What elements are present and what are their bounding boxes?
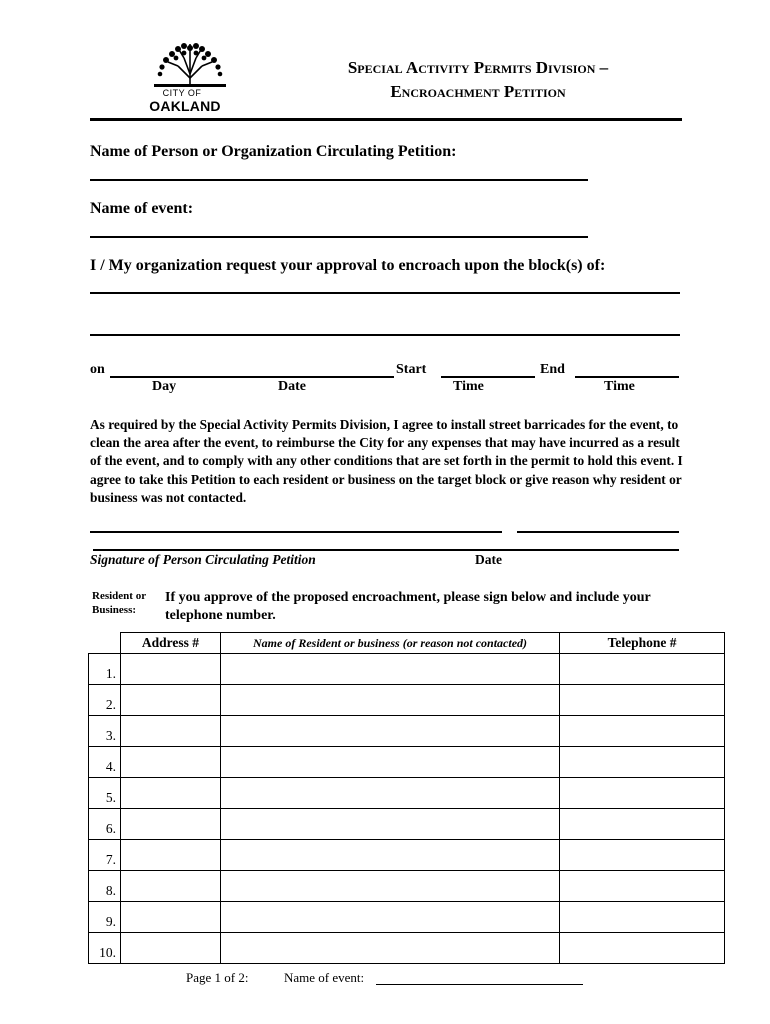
table-row <box>89 871 725 902</box>
table-row <box>89 902 725 933</box>
date-caption: Date <box>278 379 306 394</box>
telephone-cell[interactable] <box>560 654 725 685</box>
telephone-cell[interactable] <box>560 685 725 716</box>
event-name-input-line[interactable] <box>90 236 588 238</box>
resident-name-header: Name of Resident or business (or reason not contacted) <box>220 633 559 654</box>
footer-event-label: Name of event: <box>284 970 365 985</box>
row-number: 3. <box>89 716 121 747</box>
telephone-cell[interactable] <box>560 778 725 809</box>
agreement-paragraph: As required by the Special Activity Permits Division, I agree to install street barricades for the event, to clean the area after the event, to reimburse the City for any expenses that may have incurred as a result of the event, and to comply with any other conditions that are set forth in the permit to hold this event. I agree to take this Petition to each resident or business on the target block or give reason why resident or business was not contacted. <box>90 417 683 505</box>
address-cell[interactable] <box>120 685 220 716</box>
start-label: Start <box>396 362 427 377</box>
row-number-header <box>89 633 121 654</box>
signature-caption: Signature of Person Circulating Petition <box>90 552 316 567</box>
resident-name-cell[interactable] <box>220 809 559 840</box>
row-number: 5. <box>89 778 121 809</box>
resident-signature-table <box>88 632 725 964</box>
telephone-cell[interactable] <box>560 902 725 933</box>
start-time-input-line[interactable] <box>441 376 535 378</box>
telephone-cell[interactable] <box>560 871 725 902</box>
day-caption: Day <box>152 379 177 394</box>
address-cell[interactable] <box>120 840 220 871</box>
row-number: 10. <box>89 933 121 964</box>
table-row <box>89 654 725 685</box>
address-cell[interactable] <box>120 902 220 933</box>
resident-name-cell[interactable] <box>220 716 559 747</box>
row-number: 7. <box>89 840 121 871</box>
row-number: 1. <box>89 654 121 685</box>
signature-date-input-line[interactable] <box>517 531 679 533</box>
telephone-cell[interactable] <box>560 840 725 871</box>
table-row <box>89 809 725 840</box>
telephone-cell[interactable] <box>560 809 725 840</box>
signature-date-caption: Date <box>475 552 502 567</box>
table-header-row <box>89 633 725 654</box>
resident-name-cell[interactable] <box>220 902 559 933</box>
encroach-request-label: I / My organization request your approval to encroach upon the block(s) of: <box>90 257 606 274</box>
telephone-cell[interactable] <box>560 716 725 747</box>
row-number: 2. <box>89 685 121 716</box>
footer-event-input-line[interactable] <box>376 984 583 985</box>
row-number: 8. <box>89 871 121 902</box>
row-number: 4. <box>89 747 121 778</box>
resident-name-cell[interactable] <box>220 685 559 716</box>
table-row <box>89 716 725 747</box>
address-cell[interactable] <box>120 716 220 747</box>
document-title-line-1: Special Activity Permits Division – <box>347 58 609 77</box>
resident-name-cell[interactable] <box>220 778 559 809</box>
logo-city-text: CITY OF <box>162 88 202 98</box>
blocks-input-line-2[interactable] <box>90 334 680 336</box>
signature-underline <box>93 549 679 551</box>
address-cell[interactable] <box>120 778 220 809</box>
logo-oakland-text: OAKLAND <box>149 98 221 114</box>
day-date-input-line[interactable] <box>110 376 394 378</box>
on-label: on <box>90 362 105 377</box>
row-number: 6. <box>89 809 121 840</box>
end-time-input-line[interactable] <box>575 376 679 378</box>
address-header: Address # <box>120 633 220 654</box>
organization-input-line[interactable] <box>90 179 588 181</box>
resident-name-cell[interactable] <box>220 933 559 964</box>
table-row <box>89 778 725 809</box>
telephone-header: Telephone # <box>560 633 725 654</box>
resident-name-cell[interactable] <box>220 840 559 871</box>
blocks-input-line-1[interactable] <box>90 292 680 294</box>
table-row <box>89 840 725 871</box>
telephone-cell[interactable] <box>560 933 725 964</box>
end-time-caption: Time <box>604 379 635 394</box>
resident-business-label: Resident or Business: <box>92 590 146 616</box>
resident-name-cell[interactable] <box>220 654 559 685</box>
address-cell[interactable] <box>120 809 220 840</box>
table-row <box>89 747 725 778</box>
approval-instructions: If you approve of the proposed encroachment, please sign below and include your telephone number. <box>165 590 651 623</box>
row-number: 9. <box>89 902 121 933</box>
end-label: End <box>540 362 565 377</box>
table-row <box>89 685 725 716</box>
address-cell[interactable] <box>120 747 220 778</box>
resident-name-cell[interactable] <box>220 747 559 778</box>
address-cell[interactable] <box>120 654 220 685</box>
document-title-line-2: Encroachment Petition <box>390 82 566 101</box>
resident-name-cell[interactable] <box>220 871 559 902</box>
address-cell[interactable] <box>120 871 220 902</box>
title-divider <box>90 118 682 121</box>
start-time-caption: Time <box>453 379 484 394</box>
page-number: Page 1 of 2: <box>186 970 249 985</box>
telephone-cell[interactable] <box>560 747 725 778</box>
address-cell[interactable] <box>120 933 220 964</box>
event-name-label: Name of event: <box>90 200 194 217</box>
table-row <box>89 933 725 964</box>
organization-label: Name of Person or Organization Circulating Petition: <box>90 143 457 160</box>
signature-input-line[interactable] <box>90 531 502 533</box>
